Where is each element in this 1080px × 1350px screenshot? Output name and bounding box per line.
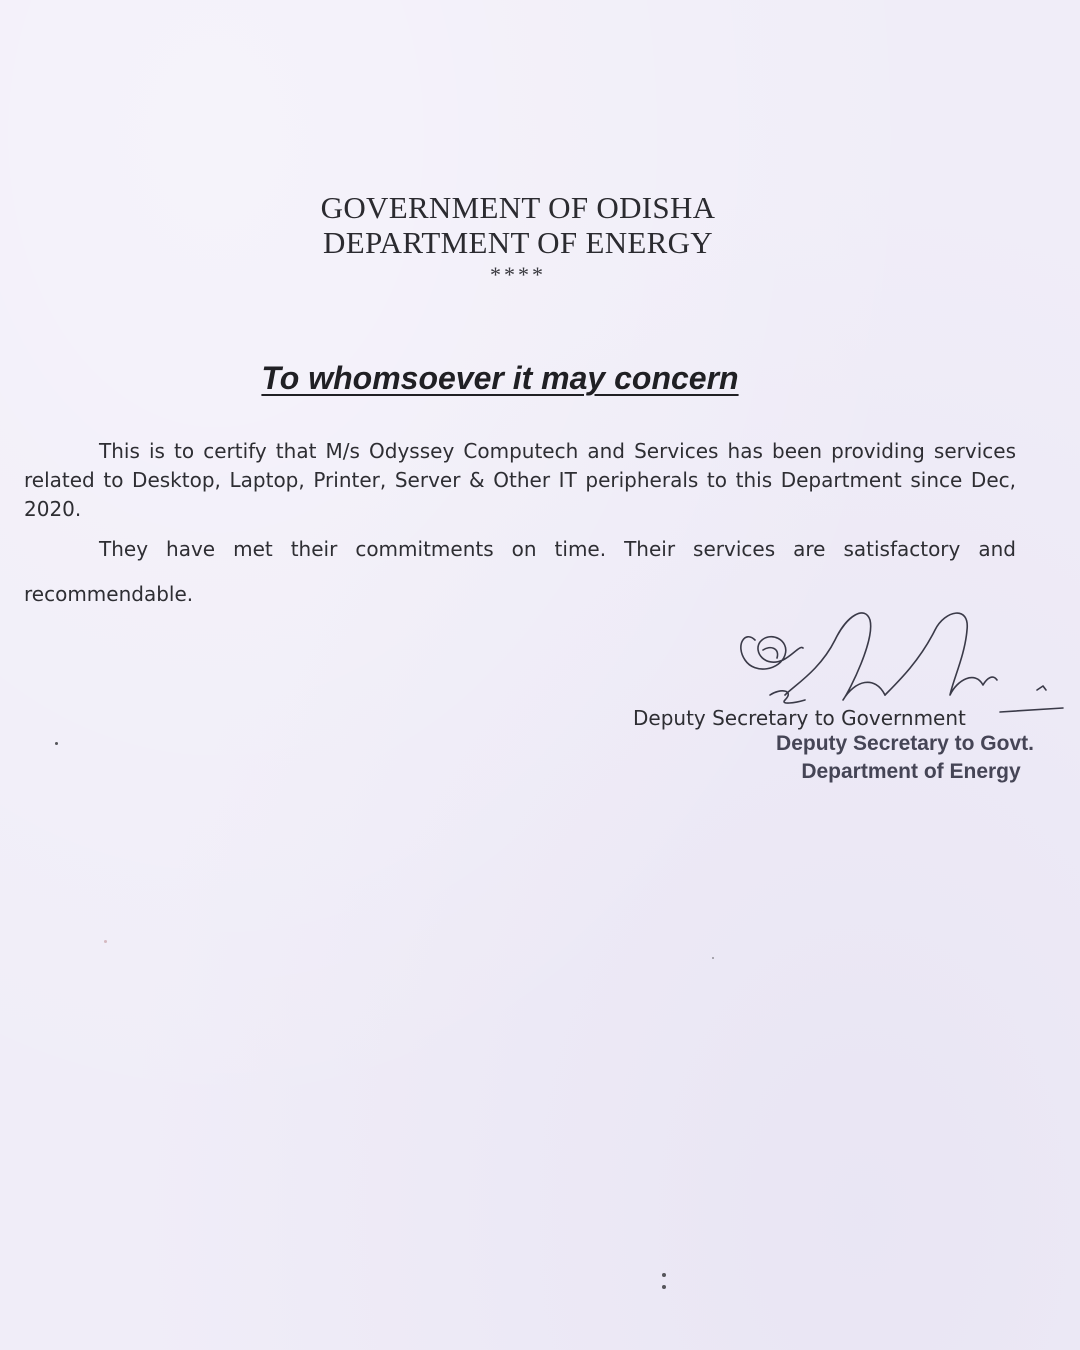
government-name: GOVERNMENT OF ODISHA: [320, 190, 716, 225]
subject-heading: [0, 360, 1000, 397]
paper-speck: [55, 742, 58, 745]
paper-speck: [104, 940, 107, 943]
subject-text: To whomsoever it may concern: [261, 360, 739, 396]
paper-speck: [662, 1273, 666, 1277]
letterhead: [0, 190, 1036, 260]
letterhead-separator: ****: [490, 262, 546, 287]
stamp-line-2: Department of Energy: [801, 760, 1021, 783]
body-paragraph-1: This is to certify that M/s Odyssey Computech and Services has been providing services related to Desktop, Laptop, Printer, Server & Other IT peripherals to this Department since Dec, 2020.: [24, 439, 1016, 521]
signatory-title: Deputy Secretary to Government: [633, 706, 966, 730]
paper-speck: [662, 1285, 666, 1289]
official-stamp: [765, 730, 1045, 786]
stamp-line-1: Deputy Secretary to Govt.: [776, 732, 1034, 755]
paper-speck: [712, 957, 714, 959]
department-name: DEPARTMENT OF ENERGY: [323, 225, 713, 260]
body-paragraph-2: They have met their commitments on time. Their services are satisfactory and recommendable.: [24, 537, 1016, 606]
